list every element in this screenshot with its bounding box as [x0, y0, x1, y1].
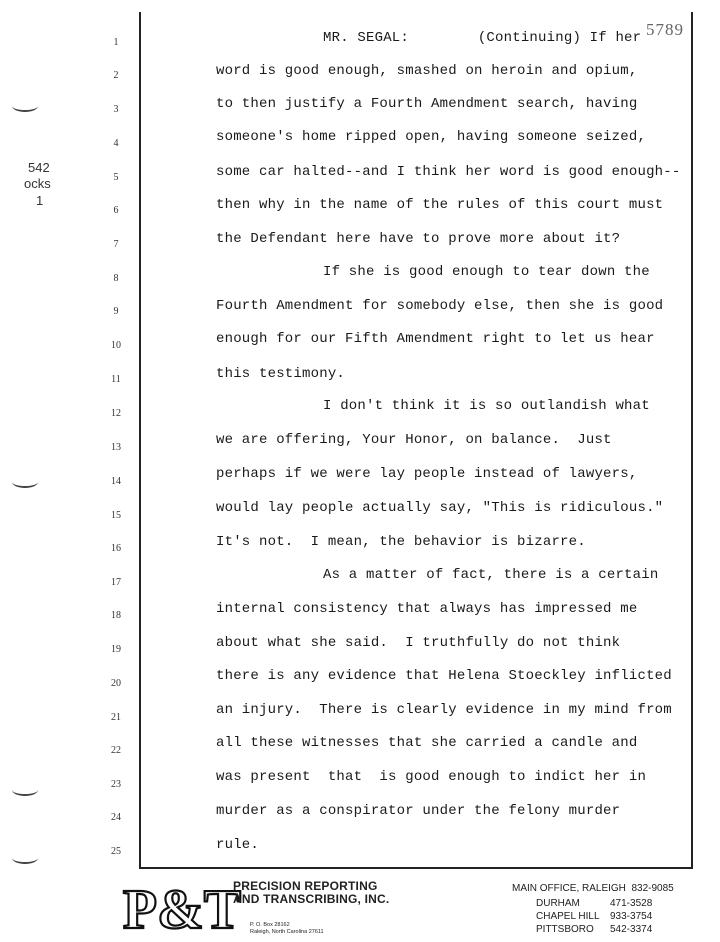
line-number: 21	[111, 712, 121, 723]
transcript-line: perhaps if we were lay people instead of lawyers,	[216, 466, 638, 482]
office-city: CHAPEL HILL	[536, 911, 600, 922]
transcript-line: there is any evidence that Helena Stoeckley inflicted	[216, 668, 672, 684]
transcript-line: all these witnesses that she carried a candle and	[216, 735, 638, 751]
transcript-line: about what she said. I truthfully do not think	[216, 635, 621, 651]
line-number: 24	[111, 812, 121, 823]
transcript-line: this testimony.	[216, 366, 346, 382]
transcript-line: internal consistency that always has impressed me	[216, 601, 638, 617]
office-city: PITTSBORO	[536, 924, 594, 935]
line-number: 15	[111, 510, 121, 521]
line-number: 23	[111, 779, 121, 790]
transcript-line: was present that is good enough to indict her in	[216, 769, 647, 785]
line-number: 1	[113, 37, 119, 48]
transcript-line: MR. SEGAL: (Continuing) If her	[323, 30, 642, 46]
office-phone: 933-3754	[610, 911, 653, 922]
line-number: 13	[111, 442, 121, 453]
transcript-line: we are offering, Your Honor, on balance. Just	[216, 432, 612, 448]
margin-note: 1	[36, 193, 44, 208]
main-office: MAIN OFFICE, RALEIGH 832-9085	[512, 883, 674, 894]
line-number: 3	[113, 104, 119, 115]
line-number: 19	[111, 644, 121, 655]
punch-hole-mark	[12, 476, 38, 488]
transcript-line: then why in the name of the rules of this court must	[216, 197, 664, 213]
transcript-line: word is good enough, smashed on heroin and opium,	[216, 63, 638, 79]
transcript-line: the Defendant here have to prove more about it?	[216, 231, 621, 247]
transcript-line: to then justify a Fourth Amendment search, having	[216, 96, 638, 112]
line-number: 25	[111, 846, 121, 857]
line-number: 9	[113, 306, 119, 317]
line-number: 10	[111, 340, 121, 351]
transcript-line: rule.	[216, 837, 260, 853]
punch-hole-mark	[12, 100, 38, 112]
line-number: 16	[111, 543, 121, 554]
page-number-stamp: 5789	[646, 20, 684, 39]
company-address-line2: Raleigh, North Carolina 27611	[250, 929, 324, 935]
transcript-line: It's not. I mean, the behavior is bizarre.	[216, 534, 586, 550]
office-phone: 471-3528	[610, 898, 653, 909]
logo-lettering: P&T	[122, 879, 242, 941]
transcript-line: murder as a conspirator under the felony murder	[216, 803, 621, 819]
transcript-line: enough for our Fifth Amendment right to let us hear	[216, 331, 655, 347]
transcript-line: some car halted--and I think her word is good enough--	[216, 164, 681, 180]
line-number: 2	[113, 70, 119, 81]
line-number: 18	[111, 610, 121, 621]
transcript-line: I don't think it is so outlandish what	[323, 398, 650, 414]
punch-hole-mark	[12, 852, 38, 864]
margin-note: 542	[28, 160, 50, 175]
line-number: 5	[113, 172, 119, 183]
line-number: 22	[111, 745, 121, 756]
line-number: 20	[111, 678, 121, 689]
line-number: 14	[111, 476, 121, 487]
line-number: 8	[113, 273, 119, 284]
transcript-line: As a matter of fact, there is a certain	[323, 567, 659, 583]
line-number: 7	[113, 239, 119, 250]
margin-note: ocks	[24, 176, 51, 191]
transcript-line: someone's home ripped open, having someone seized,	[216, 129, 647, 145]
company-name-line2: AND TRANSCRIBING, INC.	[233, 892, 390, 906]
line-number: 17	[111, 577, 121, 588]
company-name-line1: PRECISION REPORTING	[233, 879, 378, 893]
line-number: 11	[111, 374, 121, 385]
line-number: 6	[113, 205, 119, 216]
company-address-line1: P. O. Box 28162	[250, 922, 290, 928]
company-logo	[122, 879, 242, 941]
transcript-line: If she is good enough to tear down the	[323, 264, 650, 280]
office-city: DURHAM	[536, 898, 580, 909]
transcript-line: an injury. There is clearly evidence in my mind from	[216, 702, 672, 718]
line-number: 4	[113, 138, 119, 149]
transcript-line: would lay people actually say, "This is ridiculous."	[216, 500, 664, 516]
transcript-line: Fourth Amendment for somebody else, then she is good	[216, 298, 664, 314]
punch-hole-mark	[12, 784, 38, 796]
office-phone: 542-3374	[610, 924, 653, 935]
line-number: 12	[111, 408, 121, 419]
